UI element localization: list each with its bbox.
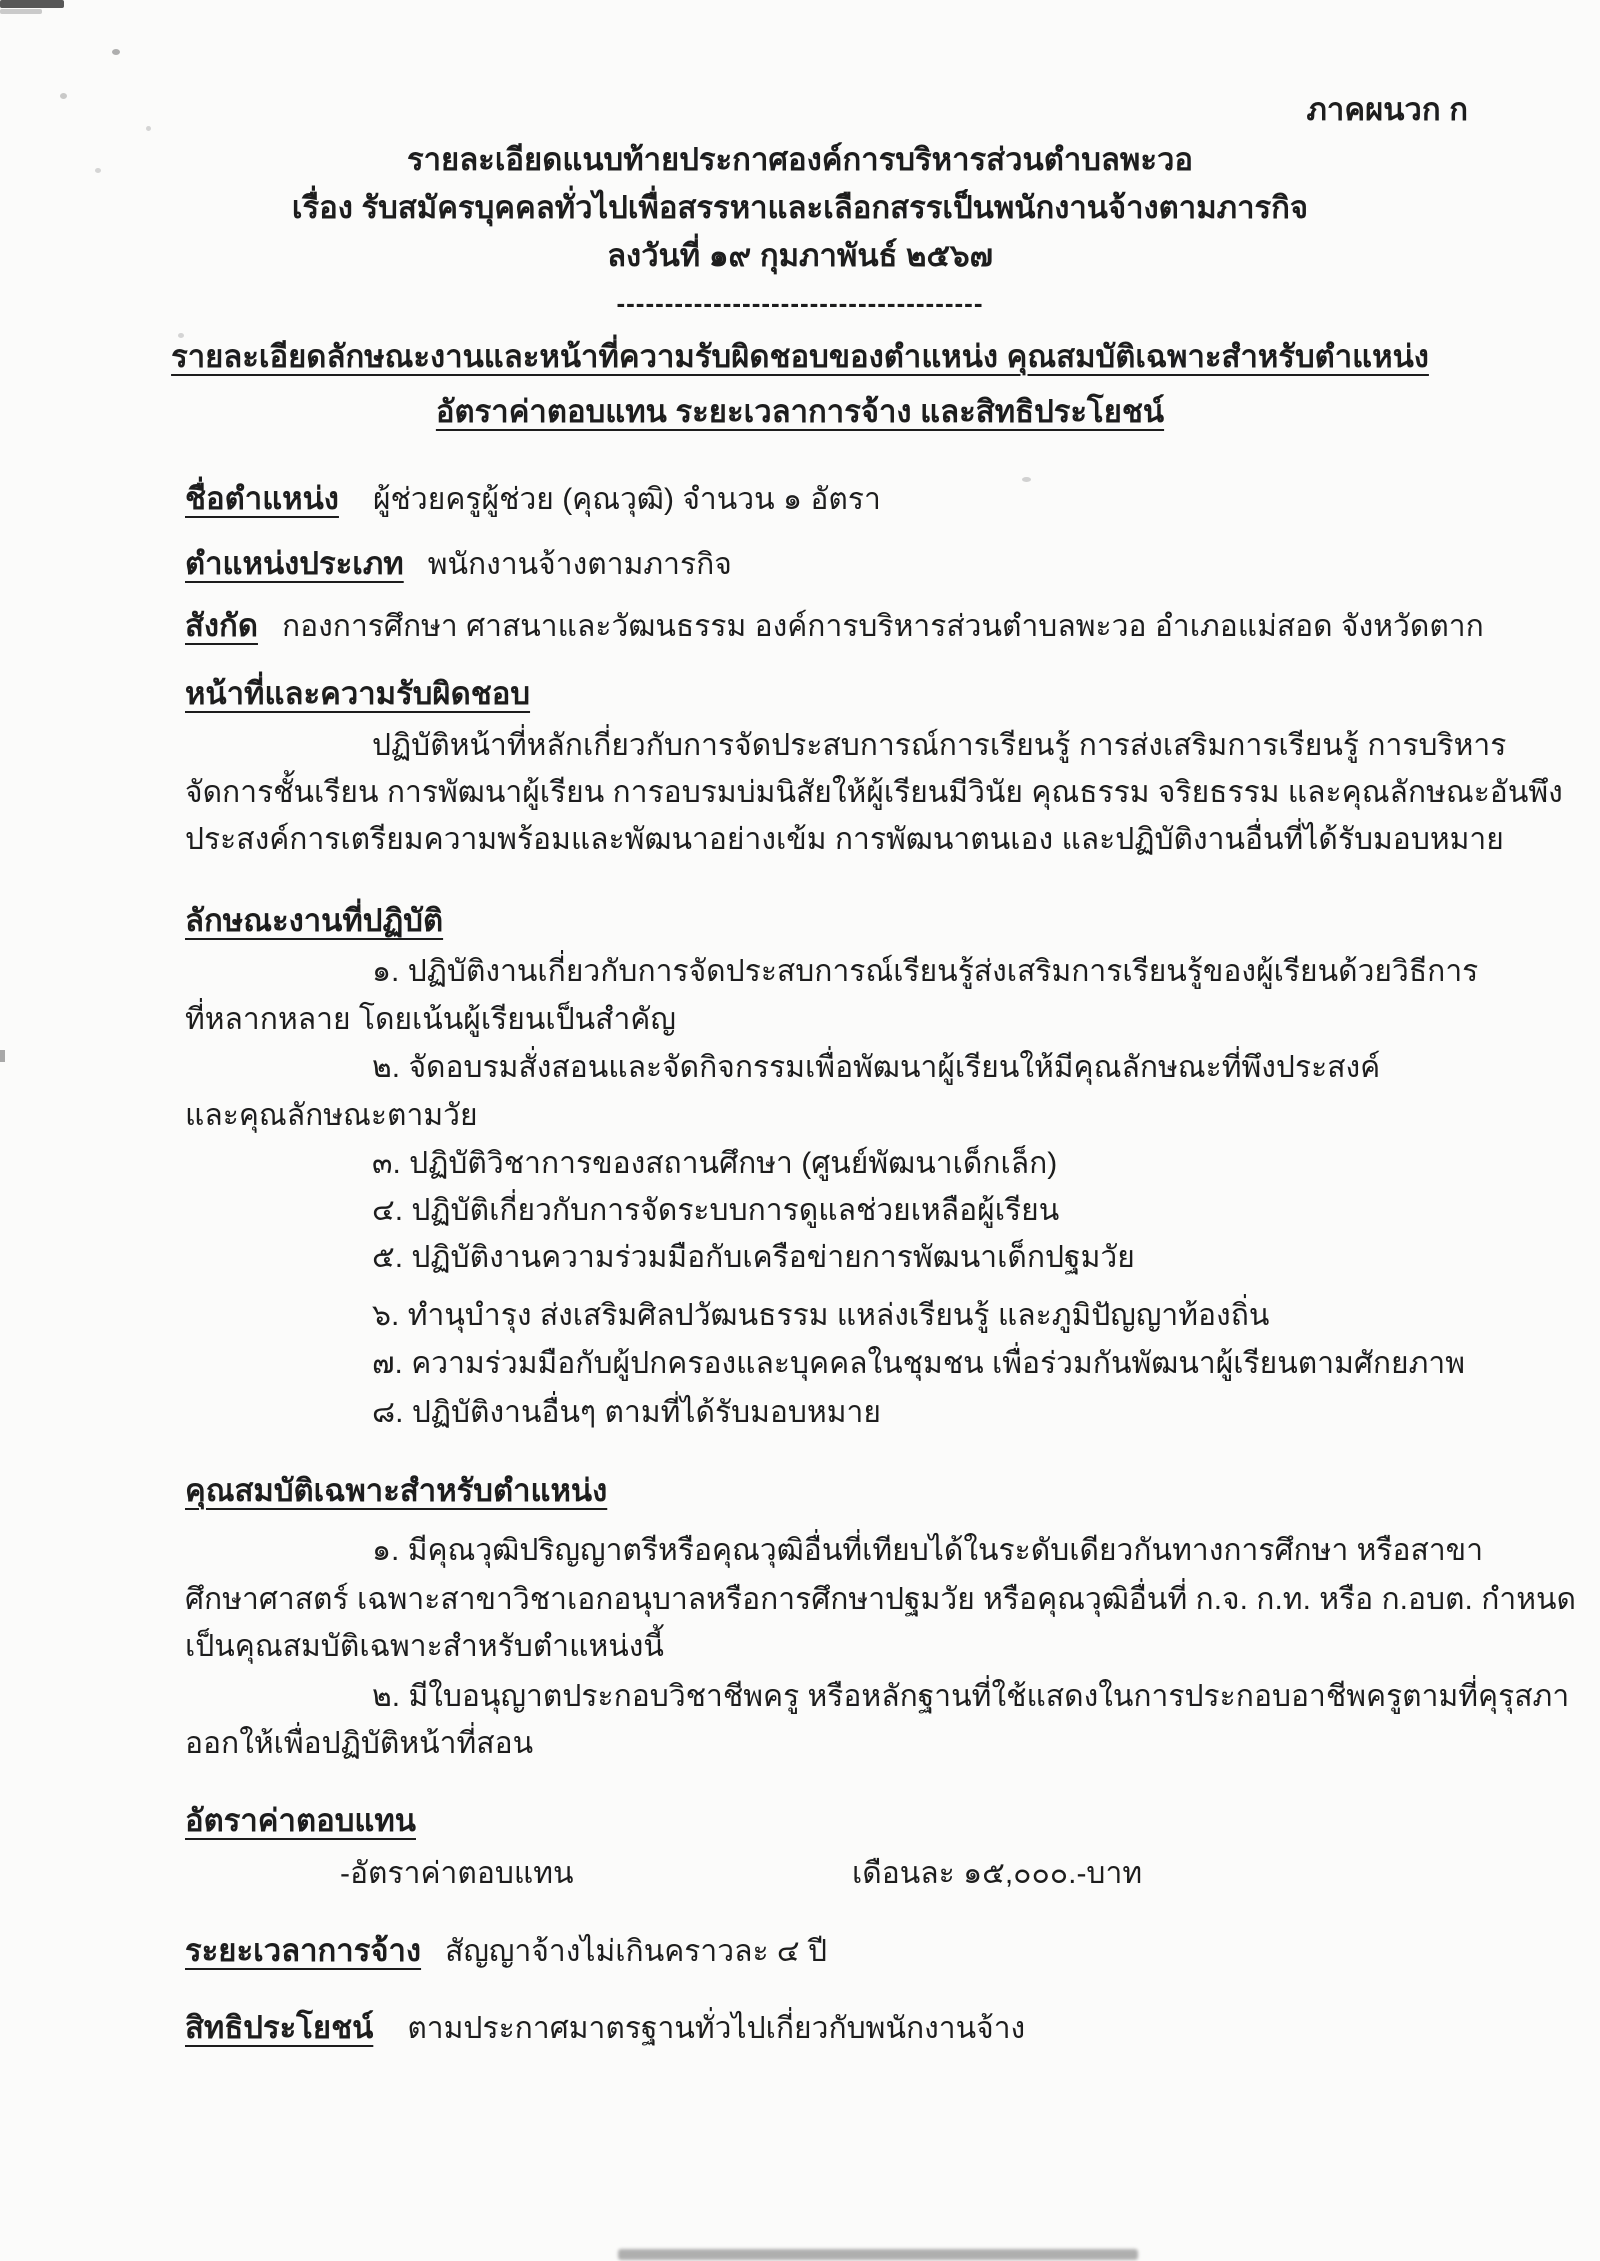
document-title-line1: รายละเอียดแนบท้ายประกาศองค์การบริหารส่วนตำบลพะวอ xyxy=(406,142,1194,177)
affiliation-label: สังกัด xyxy=(185,608,258,643)
task-item-3: ๓. ปฏิบัติวิชาการของสถานศึกษา (ศูนย์พัฒนาเด็กเล็ก) xyxy=(372,1147,1058,1180)
scan-artifact-speck xyxy=(112,49,120,55)
task-item-2-line1: ๒. จัดอบรมสั่งสอนและจัดกิจกรรมเพื่อพัฒนาผู้เรียนให้มีคุณลักษณะที่พึงประสงค์ xyxy=(372,1051,1381,1084)
qualification-item-2-line1: ๒. มีใบอนุญาตประกอบวิชาชีพครู หรือหลักฐานที่ใช้แสดงในการประกอบอาชีพครูตามที่คุรุสภา xyxy=(372,1680,1570,1713)
compensation-heading: อัตราค่าตอบแทน xyxy=(185,1803,416,1838)
qualification-item-2-line2: ออกให้เพื่อปฏิบัติหน้าที่สอน xyxy=(185,1727,534,1760)
employment-period-label: ระยะเวลาการจ้าง xyxy=(185,1933,422,1968)
employment-period-row xyxy=(185,1931,827,1971)
task-item-1-line1: ๑. ปฏิบัติงานเกี่ยวกับการจัดประสบการณ์เรียนรู้ส่งเสริมการเรียนรู้ของผู้เรียนด้วยวิธีการ xyxy=(372,955,1479,988)
position-name-row xyxy=(185,479,881,519)
scan-artifact-speck xyxy=(1022,477,1031,482)
subject-heading-line1: รายละเอียดลักษณะงานและหน้าที่ความรับผิดชอบของตำแหน่ง คุณสมบัติเฉพาะสำหรับตำแหน่ง xyxy=(171,339,1429,374)
scan-artifact-edge-sliver xyxy=(0,1050,5,1062)
benefits-value: ตามประกาศมาตรฐานทั่วไปเกี่ยวกับพนักงานจ้าง xyxy=(407,2012,1026,2045)
qualifications-heading: คุณสมบัติเฉพาะสำหรับตำแหน่ง xyxy=(185,1473,608,1508)
duties-heading: หน้าที่และความรับผิดชอบ xyxy=(185,676,531,711)
dashed-divider: -------------------------------------- xyxy=(616,288,984,318)
task-item-8: ๘. ปฏิบัติงานอื่นๆ ตามที่ได้รับมอบหมาย xyxy=(372,1396,881,1429)
benefits-label: สิทธิประโยชน์ xyxy=(185,2010,374,2045)
duties-paragraph-line1: ปฏิบัติหน้าที่หลักเกี่ยวกับการจัดประสบการณ์การเรียนรู้ การส่งเสริมการเรียนรู้ การบริหาร xyxy=(372,729,1507,762)
compensation-item-label: -อัตราค่าตอบแทน xyxy=(340,1857,574,1890)
qualification-item-1-line3: เป็นคุณสมบัติเฉพาะสำหรับตำแหน่งนี้ xyxy=(185,1630,664,1663)
duties-paragraph-line3: ประสงค์การเตรียมความพร้อมและพัฒนาอย่างเข้ม การพัฒนาตนเอง และปฏิบัติงานอื่นที่ได้รับมอบหมาย xyxy=(185,823,1504,856)
document-date-line: ลงวันที่ ๑๙ กุมภาพันธ์ ๒๕๖๗ xyxy=(607,238,993,273)
tasks-heading: ลักษณะงานที่ปฏิบัติ xyxy=(185,903,444,938)
subject-heading-line2: อัตราค่าตอบแทน ระยะเวลาการจ้าง และสิทธิประโยชน์ xyxy=(435,394,1165,429)
scan-artifact-speck xyxy=(60,93,67,99)
qualification-item-1-line2: ศึกษาศาสตร์ เฉพาะสาขาวิชาเอกอนุบาลหรือการศึกษาปฐมวัย หรือคุณวุฒิอื่นที่ ก.จ. ก.ท. หรือ ก.อบต. กำหนด xyxy=(185,1583,1576,1616)
task-item-7: ๗. ความร่วมมือกับผู้ปกครองและบุคคลในชุมชน เพื่อร่วมกันพัฒนาผู้เรียนตามศักยภาพ xyxy=(372,1347,1466,1380)
duties-paragraph-line2: จัดการชั้นเรียน การพัฒนาผู้เรียน การอบรมบ่มนิสัยให้ผู้เรียนมีวินัย คุณธรรม จริยธรรม และคุณลักษณะอันพึง xyxy=(185,776,1563,809)
appendix-label: ภาคผนวก ก xyxy=(1306,92,1468,127)
scan-artifact-corner-mark-faint xyxy=(0,9,42,14)
position-type-label: ตำแหน่งประเภท xyxy=(185,546,404,581)
employment-period-value: สัญญาจ้างไม่เกินคราวละ ๔ ปี xyxy=(445,1935,827,1968)
task-item-5: ๕. ปฏิบัติงานความร่วมมือกับเครือข่ายการพัฒนาเด็กปฐมวัย xyxy=(372,1241,1135,1274)
affiliation-row xyxy=(185,606,1484,646)
compensation-item-value: เดือนละ ๑๕,๐๐๐.-บาท xyxy=(852,1857,1143,1890)
task-item-6: ๖. ทำนุบำรุง ส่งเสริมศิลปวัฒนธรรม แหล่งเรียนรู้ และภูมิปัญญาท้องถิ่น xyxy=(372,1299,1270,1332)
affiliation-value: กองการศึกษา ศาสนาและวัฒนธรรม องค์การบริหารส่วนตำบลพะวอ อำเภอแม่สอด จังหวัดตาก xyxy=(281,610,1484,643)
position-type-value: พนักงานจ้างตามภารกิจ xyxy=(427,548,732,581)
task-item-4: ๔. ปฏิบัติเกี่ยวกับการจัดระบบการดูแลช่วยเหลือผู้เรียน xyxy=(372,1194,1060,1227)
position-name-label: ชื่อตำแหน่ง xyxy=(185,481,339,516)
document-title-line2: เรื่อง รับสมัครบุคคลทั่วไปเพื่อสรรหาและเลือกสรรเป็นพนักงานจ้างตามภารกิจ xyxy=(291,190,1309,225)
scan-artifact-speck xyxy=(146,126,151,131)
benefits-row xyxy=(185,2008,1025,2048)
task-item-2-line2: และคุณลักษณะตามวัย xyxy=(185,1099,478,1132)
position-name-value: ผู้ช่วยครูผู้ช่วย (คุณวุฒิ) จำนวน ๑ อัตรา xyxy=(372,483,881,516)
qualification-item-1-line1: ๑. มีคุณวุฒิปริญญาตรีหรือคุณวุฒิอื่นที่เทียบได้ในระดับเดียวกันทางการศึกษา หรือสาขา xyxy=(372,1534,1484,1567)
scan-artifact-corner-mark xyxy=(0,0,64,8)
task-item-1-line2: ที่หลากหลาย โดยเน้นผู้เรียนเป็นสำคัญ xyxy=(185,1003,676,1036)
scan-artifact-next-page-shadow xyxy=(618,2249,1138,2260)
position-type-row xyxy=(185,544,732,584)
